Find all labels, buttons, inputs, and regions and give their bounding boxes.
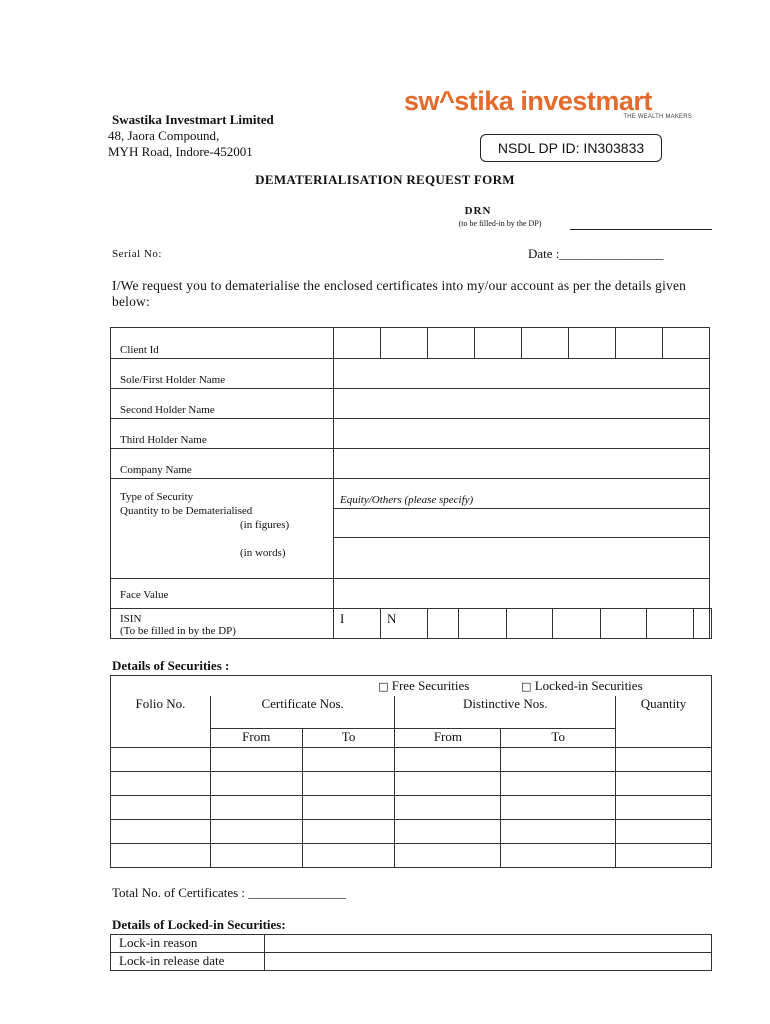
quantity-fields <box>334 509 710 579</box>
isin-box-8[interactable] <box>647 609 694 639</box>
table-cell[interactable] <box>302 772 395 796</box>
drn-note: (to be filled-in by the DP) <box>458 219 542 228</box>
isin-box-9[interactable] <box>694 609 710 639</box>
client-id-box-2[interactable] <box>381 328 428 359</box>
isin-label-cell <box>111 609 334 639</box>
table-cell[interactable] <box>210 796 302 820</box>
type-of-security-field[interactable]: Equity/Others (please specify) <box>334 479 710 509</box>
form-title: DEMATERIALISATION REQUEST FORM <box>255 172 515 187</box>
lock-in-reason-label: Lock-in reason <box>111 935 265 953</box>
company-name-label: Company Name <box>111 449 334 479</box>
total-certificates[interactable]: Total No. of Certificates : _______________ <box>112 885 346 900</box>
isin-box-4[interactable] <box>459 609 507 639</box>
isin-box-7[interactable] <box>601 609 647 639</box>
request-statement: I/We request you to dematerialise the enclosed certificates into my/our account as per the details given below: <box>112 278 687 309</box>
table-cell[interactable] <box>111 748 211 772</box>
table-cell[interactable] <box>501 748 616 772</box>
certificate-to-header: To <box>302 729 395 748</box>
locked-details-table <box>110 934 712 971</box>
client-id-box-1[interactable] <box>334 328 381 359</box>
isin-box-3[interactable] <box>428 609 459 639</box>
locked-securities-checkbox[interactable]: □ <box>521 680 532 693</box>
securities-table <box>110 675 712 868</box>
logo-text: sw^stika investmart <box>404 86 652 116</box>
table-cell[interactable] <box>210 844 302 868</box>
type-of-security-label: Type of Security <box>120 491 194 503</box>
table-cell[interactable] <box>111 820 211 844</box>
table-row <box>111 772 712 796</box>
lock-in-release-field[interactable] <box>264 953 711 971</box>
in-figures-label: (in figures) <box>240 519 290 531</box>
table-cell[interactable] <box>210 772 302 796</box>
client-details-table <box>110 327 712 639</box>
table-cell[interactable] <box>111 844 211 868</box>
table-cell[interactable] <box>395 748 501 772</box>
serial-label: Serial No: <box>112 248 162 260</box>
certificate-header: Certificate Nos. <box>210 696 395 729</box>
address-line-2: MYH Road, Indore-452001 <box>108 144 253 159</box>
address-line-1: 48, Jaora Compound, <box>108 128 220 143</box>
table-cell[interactable] <box>210 820 302 844</box>
distinctive-header: Distinctive Nos. <box>395 696 616 729</box>
company-logo <box>404 86 696 126</box>
table-cell[interactable] <box>302 844 395 868</box>
client-id-box-3[interactable] <box>428 328 475 359</box>
client-id-box-4[interactable] <box>475 328 522 359</box>
isin-box-2: N <box>381 609 428 639</box>
company-name-field[interactable] <box>334 449 710 479</box>
table-cell[interactable] <box>395 844 501 868</box>
client-id-box-8[interactable] <box>663 328 710 359</box>
client-id-box-6[interactable] <box>569 328 616 359</box>
table-cell[interactable] <box>302 748 395 772</box>
securities-section-title: Details of Securities : <box>112 658 230 673</box>
logo-tagline: THE WEALTH MAKERS <box>623 114 692 120</box>
nsdl-dp-id-box: NSDL DP ID: IN303833 <box>480 134 662 162</box>
table-cell[interactable] <box>501 844 616 868</box>
first-holder-field[interactable] <box>334 359 710 389</box>
second-holder-label: Second Holder Name <box>111 389 334 419</box>
client-id-label: Client Id <box>111 328 334 359</box>
table-cell[interactable] <box>501 796 616 820</box>
client-id-box-5[interactable] <box>522 328 569 359</box>
lock-in-reason-field[interactable] <box>264 935 711 953</box>
table-cell[interactable] <box>616 748 712 772</box>
isin-box-1: I <box>334 609 381 639</box>
certificate-from-header: From <box>210 729 302 748</box>
folio-header: Folio No. <box>111 696 211 748</box>
quantity-figures-field[interactable] <box>334 509 709 538</box>
third-holder-label: Third Holder Name <box>111 419 334 449</box>
table-cell[interactable] <box>616 772 712 796</box>
table-cell[interactable] <box>111 796 211 820</box>
isin-box-5[interactable] <box>507 609 553 639</box>
isin-box-10[interactable] <box>710 609 712 639</box>
table-cell[interactable] <box>616 796 712 820</box>
security-quantity-label <box>111 479 334 579</box>
free-securities-checkbox[interactable]: □ <box>378 680 389 693</box>
free-securities-label: Free Securities <box>391 678 470 693</box>
drn-label: DRN <box>464 205 492 217</box>
table-cell[interactable] <box>501 772 616 796</box>
client-id-box-7[interactable] <box>616 328 663 359</box>
lock-in-release-label: Lock-in release date <box>111 953 265 971</box>
company-name: Swastika Investmart Limited <box>112 112 274 127</box>
table-cell[interactable] <box>616 844 712 868</box>
in-words-label: (in words) <box>240 547 286 559</box>
drn-input-line[interactable] <box>570 229 712 230</box>
face-value-field[interactable] <box>334 579 710 609</box>
table-row <box>111 844 712 868</box>
quantity-header: Quantity <box>616 696 712 748</box>
table-row <box>111 748 712 772</box>
table-cell[interactable] <box>616 820 712 844</box>
locked-securities-label: Locked-in Securities <box>534 678 643 693</box>
second-holder-field[interactable] <box>334 389 710 419</box>
locked-section-title: Details of Locked-in Securities: <box>112 917 286 932</box>
table-cell[interactable] <box>395 820 501 844</box>
table-cell[interactable] <box>395 772 501 796</box>
table-cell[interactable] <box>111 772 211 796</box>
table-row <box>111 820 712 844</box>
quantity-words-field[interactable] <box>334 538 709 578</box>
isin-label: ISIN <box>120 613 142 625</box>
table-cell[interactable] <box>395 796 501 820</box>
isin-box-6[interactable] <box>553 609 601 639</box>
table-cell[interactable] <box>501 820 616 844</box>
isin-note: (To be filled in by the DP) <box>120 625 236 637</box>
quantity-label: Quantity to be Dematerialised <box>120 505 253 517</box>
security-type-row <box>111 676 712 696</box>
first-holder-label: Sole/First Holder Name <box>111 359 334 389</box>
table-row <box>111 796 712 820</box>
face-value-label: Face Value <box>111 579 334 609</box>
table-cell[interactable] <box>302 796 395 820</box>
date-field[interactable]: Date :________________ <box>528 246 664 261</box>
distinctive-from-header: From <box>395 729 501 748</box>
third-holder-field[interactable] <box>334 419 710 449</box>
distinctive-to-header: To <box>501 729 616 748</box>
table-cell[interactable] <box>302 820 395 844</box>
table-cell[interactable] <box>210 748 302 772</box>
